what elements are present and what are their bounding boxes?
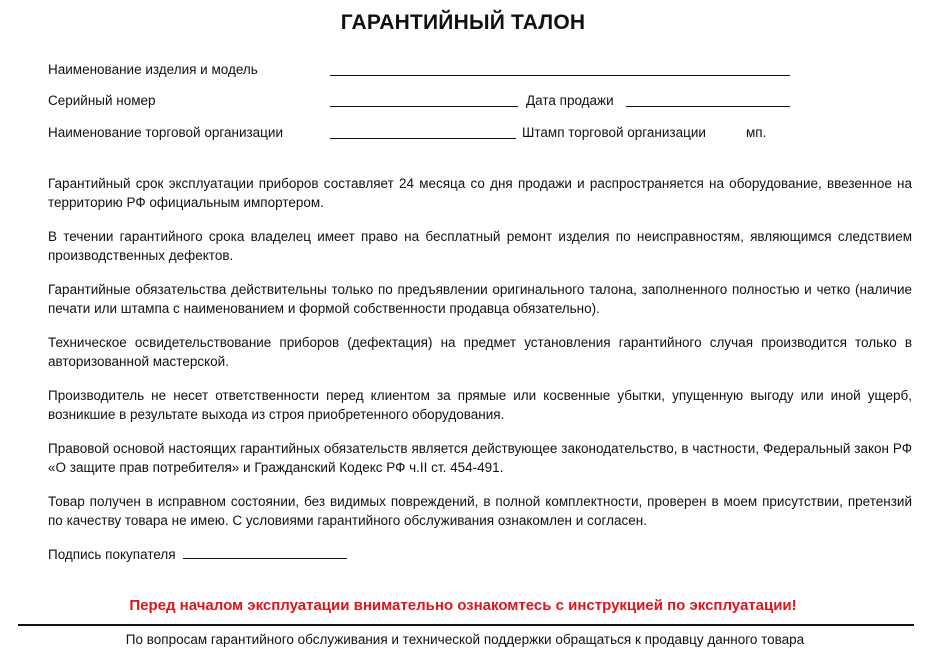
paragraph-warranty-period: Гарантийный срок эксплуатации приборов составляет 24 месяца со дня продажи и распространяется на оборудование, ввезенное на территорию РФ официальным импортером. [48,176,912,210]
stamp-label: Штамп торговой организации [522,125,706,140]
paragraph-acceptance: Товар получен в исправном состоянии, без видимых повреждений, в полной комплектности, проверен в моем присутствии, претензий по качеству товара не имею. С условиями гарантийного обслуживания ознакомлен и согласен. [48,494,912,528]
product-field[interactable] [330,62,790,79]
org-field[interactable] [330,125,516,142]
org-label: Наименование торговой организации [48,125,283,140]
stamp-mark: мп. [746,125,767,140]
paragraph-legal-basis: Правовой основой настоящих гарантийных обязательств является действующее законодательство, в частности, Федеральный закон РФ «О защите прав потребителя» и Гражданский Кодекс РФ ч.II ст. 454-491. [48,441,912,475]
serial-field[interactable] [330,93,518,110]
signature-label: Подпись покупателя [48,547,176,562]
serial-label: Серийный номер [48,93,156,108]
signature-field[interactable] [179,547,347,562]
sale-date-field[interactable] [626,93,790,110]
paragraph-validity: Гарантийные обязательства действительны только по предъявлении оригинального талона, заполненного полностью и четко (наличие печати или штампа с наименованием и формой собственности продавца обязательно). [48,282,912,316]
warning-notice: Перед началом эксплуатации внимательно ознакомтесь с инструкцией по эксплуатации! [129,597,797,614]
paragraph-free-repair: В течении гарантийного срока владелец имеет право на бесплатный ремонт изделия по неисправностям, являющимся следствием производственных дефектов. [48,229,912,263]
page-title: ГАРАНТИЙНЫЙ ТАЛОН [340,11,586,34]
paragraph-liability: Производитель не несет ответственности перед клиентом за прямые или косвенные убытки, упущенную выгоду или иной ущерб, возникшие в результате выхода из строя приобретенного оборудования. [48,388,912,422]
signature-row [48,545,347,562]
footer-divider [18,624,914,626]
sale-date-label: Дата продажи [526,93,614,108]
footer-text: По вопросам гарантийного обслуживания и технической поддержки обращаться к продавцу данного товара [125,632,805,647]
product-label: Наименование изделия и модель [48,62,258,77]
paragraph-inspection: Техническое освидетельствование приборов (дефектация) на предмет установления гарантийного случая производится только в авторизованной мастерской. [48,335,912,369]
